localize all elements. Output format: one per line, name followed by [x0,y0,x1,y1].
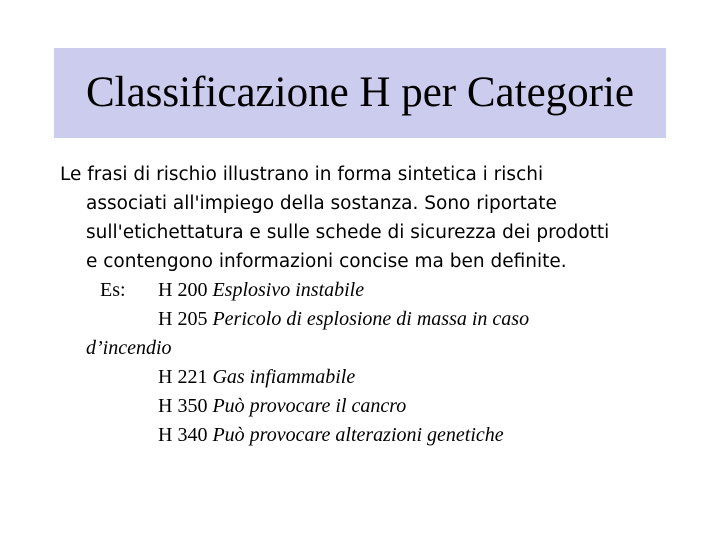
example-row [60,276,665,305]
intro-line: Le frasi di rischio illustrano in forma sintetica i rischi [60,164,544,185]
intro-line: sull'etichettatura e sulle schede di sicurezza dei prodotti [86,222,610,243]
hazard-description: Può provocare il cancro [212,395,407,417]
slide-title: Classificazione H per Categorie [85,69,635,116]
hazard-description-continuation: d’incendio [86,337,172,359]
example-row [60,392,665,421]
hazard-code: H 340 [158,424,208,446]
example-row [60,363,665,392]
slide-body [60,160,665,450]
intro-line: e contengono informazioni concise ma ben definite. [86,251,567,272]
intro-line: associati all'impiego della sostanza. Sono riportate [86,193,557,214]
hazard-description: Pericolo di esplosione di massa in caso [212,308,530,330]
hazard-description: Esplosivo instabile [212,279,365,301]
example-row-continuation [60,334,665,363]
examples-label: Es: [100,279,126,301]
intro-paragraph [60,160,665,276]
hazard-code: H 200 [158,279,208,301]
example-row [60,421,665,450]
hazard-code: H 350 [158,395,208,417]
hazard-code: H 221 [158,366,208,388]
hazard-description: Gas infiammabile [212,366,356,388]
title-banner [54,48,666,138]
example-row [60,305,665,334]
hazard-description: Può provocare alterazioni genetiche [212,424,504,446]
hazard-code: H 205 [158,308,208,330]
